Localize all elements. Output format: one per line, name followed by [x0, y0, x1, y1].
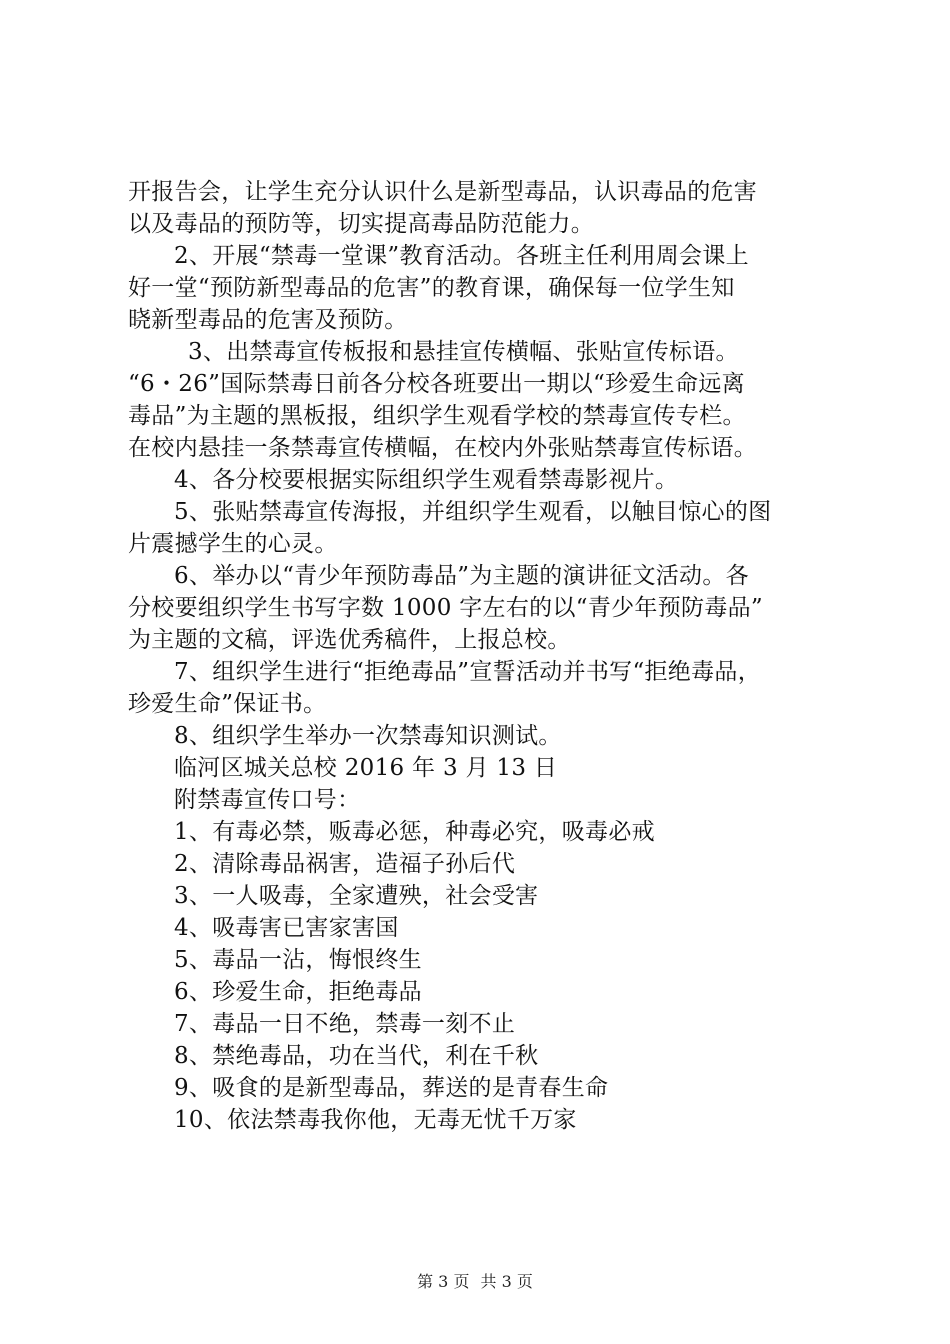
slogan-item: 4、吸毒害已害家害国	[174, 915, 399, 941]
page-total: 共 3 页	[480, 1272, 533, 1291]
page-number: 第 3 页	[417, 1272, 470, 1291]
paragraph-line: 以及毒品的预防等，切实提高毒品防范能力。	[128, 211, 594, 237]
slogan-item: 10、依法禁毒我你他，无毒无忧千万家	[174, 1107, 577, 1133]
signature-date-line: 临河区城关总校 2016 年 3 月 13 日	[174, 755, 558, 781]
slogan-list	[128, 816, 828, 1136]
paragraph-line: 晓新型毒品的危害及预防。	[128, 307, 408, 333]
paragraph-line: 7、组织学生进行“拒绝毒品”宣誓活动并书写“拒绝毒品，	[174, 659, 762, 685]
paragraph-line: 分校要组织学生书写字数 1000 字左右的以“青少年预防毒品”	[128, 595, 763, 621]
slogan-item: 9、吸食的是新型毒品，葬送的是青春生命	[174, 1075, 609, 1101]
slogan-item: 1、有毒必禁，贩毒必惩，种毒必究，吸毒必戒	[174, 819, 655, 845]
slogan-item: 6、珍爱生命，拒绝毒品	[174, 979, 422, 1005]
paragraph-line: 5、张贴禁毒宣传海报，并组织学生观看，以触目惊心的图	[174, 499, 772, 525]
paragraph-line: 6、举办以“青少年预防毒品”为主题的演讲征文活动。各	[174, 563, 749, 589]
slogan-item: 5、毒品一沾，悔恨终生	[174, 947, 422, 973]
paragraph-line: 开报告会，让学生充分认识什么是新型毒品，认识毒品的危害	[128, 179, 758, 205]
slogan-heading: 附禁毒宣传口号：	[174, 787, 361, 813]
slogan-item: 3、一人吸毒，全家遭殃，社会受害	[174, 883, 539, 909]
slogan-item: 2、清除毒品祸害，造福子孙后代	[174, 851, 516, 877]
paragraph-line: 片震撼学生的心灵。	[128, 531, 338, 557]
paragraph-line: 毒品”为主题的黑板报，组织学生观看学校的禁毒宣传专栏。	[128, 403, 746, 429]
paragraph-line: 在校内悬挂一条禁毒宣传横幅，在校内外张贴禁毒宣传标语。	[128, 435, 758, 461]
slogan-item: 8、禁绝毒品，功在当代，利在千秋	[174, 1043, 539, 1069]
page-footer	[0, 1272, 950, 1292]
paragraph-line: 好一堂“预防新型毒品的危害”的教育课，确保每一位学生知	[128, 275, 735, 301]
paragraph-line: 2、开展“禁毒一堂课”教育活动。各班主任利用周会课上	[174, 243, 749, 269]
slogan-item: 7、毒品一日不绝，禁毒一刻不止	[174, 1011, 516, 1037]
paragraph-line: “6・26”国际禁毒日前各分校各班要出一期以“珍爱生命远离	[128, 371, 745, 397]
paragraph-line: 为主题的文稿，评选优秀稿件，上报总校。	[128, 627, 571, 653]
paragraph-line: 珍爱生命”保证书。	[128, 691, 327, 717]
paragraph-line: 3、出禁毒宣传板报和悬挂宣传横幅、张贴宣传标语。	[188, 339, 739, 365]
document-body	[128, 176, 828, 1136]
paragraph-line: 4、各分校要根据实际组织学生观看禁毒影视片。	[174, 467, 679, 493]
paragraph-line: 8、组织学生举办一次禁毒知识测试。	[174, 723, 562, 749]
